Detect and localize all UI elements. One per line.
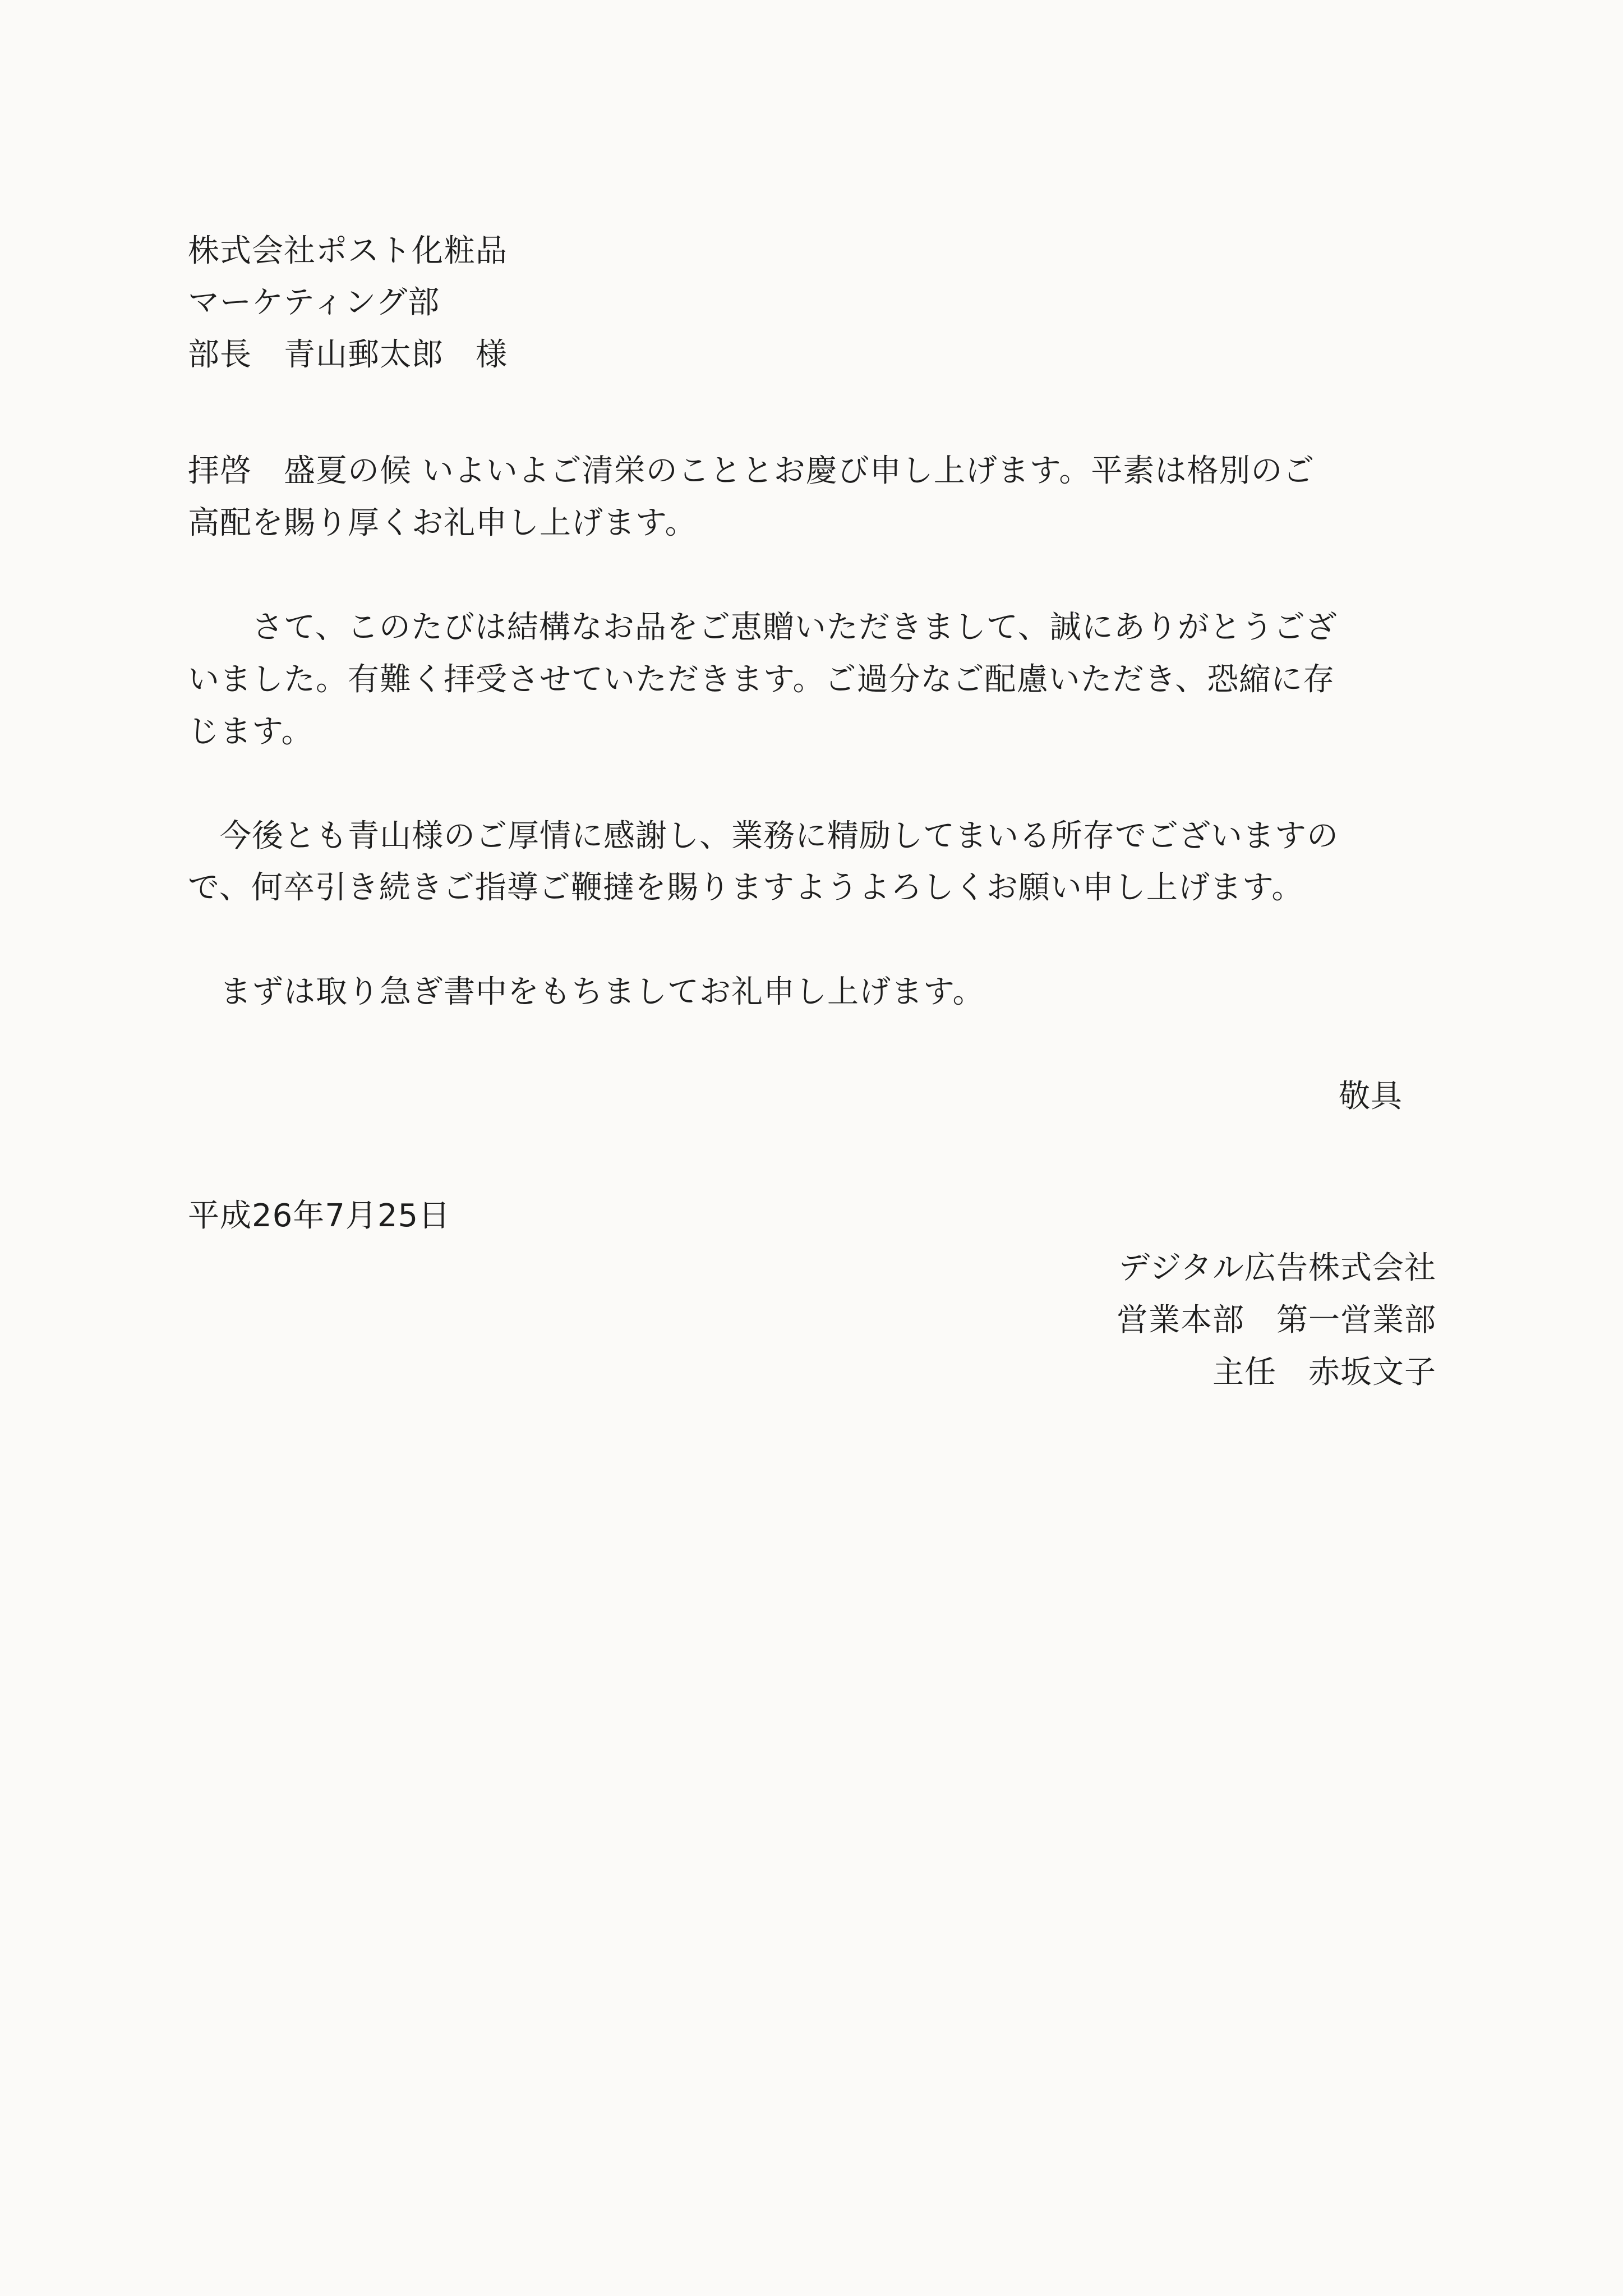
body-paragraph-2-line-3: じます。 <box>188 714 313 750</box>
sender-company: デジタル広告株式会社 <box>1118 1250 1436 1286</box>
closing-word: 敬具 <box>1339 1078 1403 1115</box>
body-paragraph-1-line-2: 高配を賜り厚くお礼申し上げます。 <box>188 505 697 541</box>
recipient-department: マーケティング部 <box>188 284 440 321</box>
recipient-name: 部長 青山郵太郎 様 <box>188 337 508 373</box>
body-paragraph-3-line-2: で、何卒引き続きご指導ご鞭撻を賜りますようよろしくお願い申し上げます。 <box>188 869 1304 906</box>
body-paragraph-2-line-2: いました。有難く拝受させていただきます。ご過分なご配慮いただき、恐縮に存 <box>188 661 1335 698</box>
body-paragraph-3-line-1: 今後とも青山様のご厚情に感謝し、業務に精励してまいる所存でございますの <box>188 818 1339 854</box>
sender-name: 主任 赤坂文子 <box>1212 1354 1436 1391</box>
body-paragraph-4-line-1: まずは取り急ぎ書中をもちましてお礼申し上げます。 <box>188 974 985 1010</box>
sender-department: 営業本部 第一営業部 <box>1117 1302 1436 1338</box>
body-paragraph-1-line-1: 拝啓 盛夏の候 いよいよご清栄のこととお慶び申し上げます。平素は格別のご <box>188 453 1315 489</box>
letter-date: 平成26年7月25日 <box>188 1198 451 1234</box>
recipient-company: 株式会社ポスト化粧品 <box>188 233 508 269</box>
body-paragraph-2-line-1: さて、このたびは結構なお品をご恵贈いただきまして、誠にありがとうござ <box>188 609 1338 646</box>
